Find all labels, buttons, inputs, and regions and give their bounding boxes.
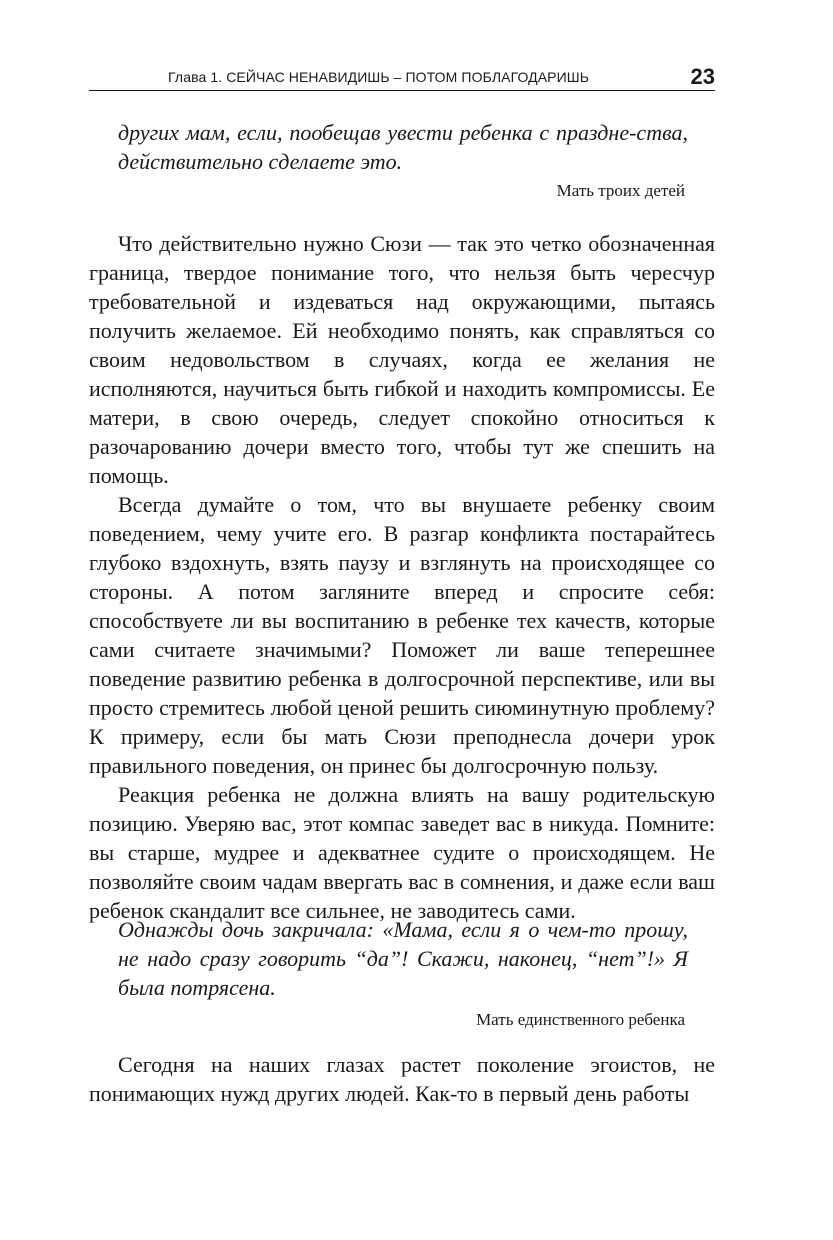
quote-attribution-1: Мать троих детей xyxy=(556,181,685,200)
running-header xyxy=(89,64,715,91)
body-text-2 xyxy=(89,1050,715,1108)
quote-attribution-2: Мать единственного ребенка xyxy=(476,1010,685,1029)
quote-block-1: других мам, если, пообещав увести ребенка с праздне-ства, действительно сделаете это. xyxy=(118,120,688,174)
paragraph: Реакция ребенка не должна влиять на вашу родительскую позицию. Уверяю вас, этот компас заведет вас в никуда. Помните: вы старше, мудрее и адекватнее судите о происходящем. Не позволяйте своим чадам ввергать вас в сомнения, и даже если ваш ребенок скандалит все сильнее, не заводитесь сами. xyxy=(89,782,715,923)
chapter-title: Глава 1. СЕЙЧАС НЕНАВИДИШЬ – ПОТОМ ПОБЛАГОДАРИШЬ xyxy=(168,69,589,85)
paragraph: Всегда думайте о том, что вы внушаете ребенку своим поведением, чему учите его. В разгар конфликта постарайтесь глубоко вздохнуть, взять паузу и взглянуть на происходящее со стороны. А потом загляните вперед и спросите себя: способствуете ли вы воспитанию в ребенке тех качеств, которые сами считаете значимыми? Поможет ли ваше теперешнее поведение развитию ребенка в долгосрочной перспективе, или вы просто стремитесь любой ценой решить сиюминутную проблему? К примеру, если бы мать Сюзи преподнесла дочери урок правильного поведения, он принес бы долгосрочную пользу. xyxy=(89,492,715,778)
page-number: 23 xyxy=(690,64,715,89)
quote-block-2: Однажды дочь закричала: «Мама, если я о чем-то прошу, не надо сразу говорить “да”! Скажи, наконец, “нет”!» Я была потрясена. xyxy=(118,917,688,1000)
paragraph: Сегодня на наших глазах растет поколение эгоистов, не понимающих нужд других людей. Как-то в первый день работы xyxy=(89,1052,715,1106)
body-text-1 xyxy=(89,229,715,925)
paragraph: Что действительно нужно Сюзи — так это четко обозначенная граница, твердое понимание того, что нельзя быть чересчур требовательной и издеваться над окружающими, пытаясь получить желаемое. Ей необходимо понять, как справляться со своим недовольством в случаях, когда ее желания не исполняются, научиться быть гибкой и находить компромиссы. Ее матери, в свою очередь, следует спокойно относиться к разочарованию дочери вместо того, чтобы тут же спешить на помощь. xyxy=(89,231,715,488)
